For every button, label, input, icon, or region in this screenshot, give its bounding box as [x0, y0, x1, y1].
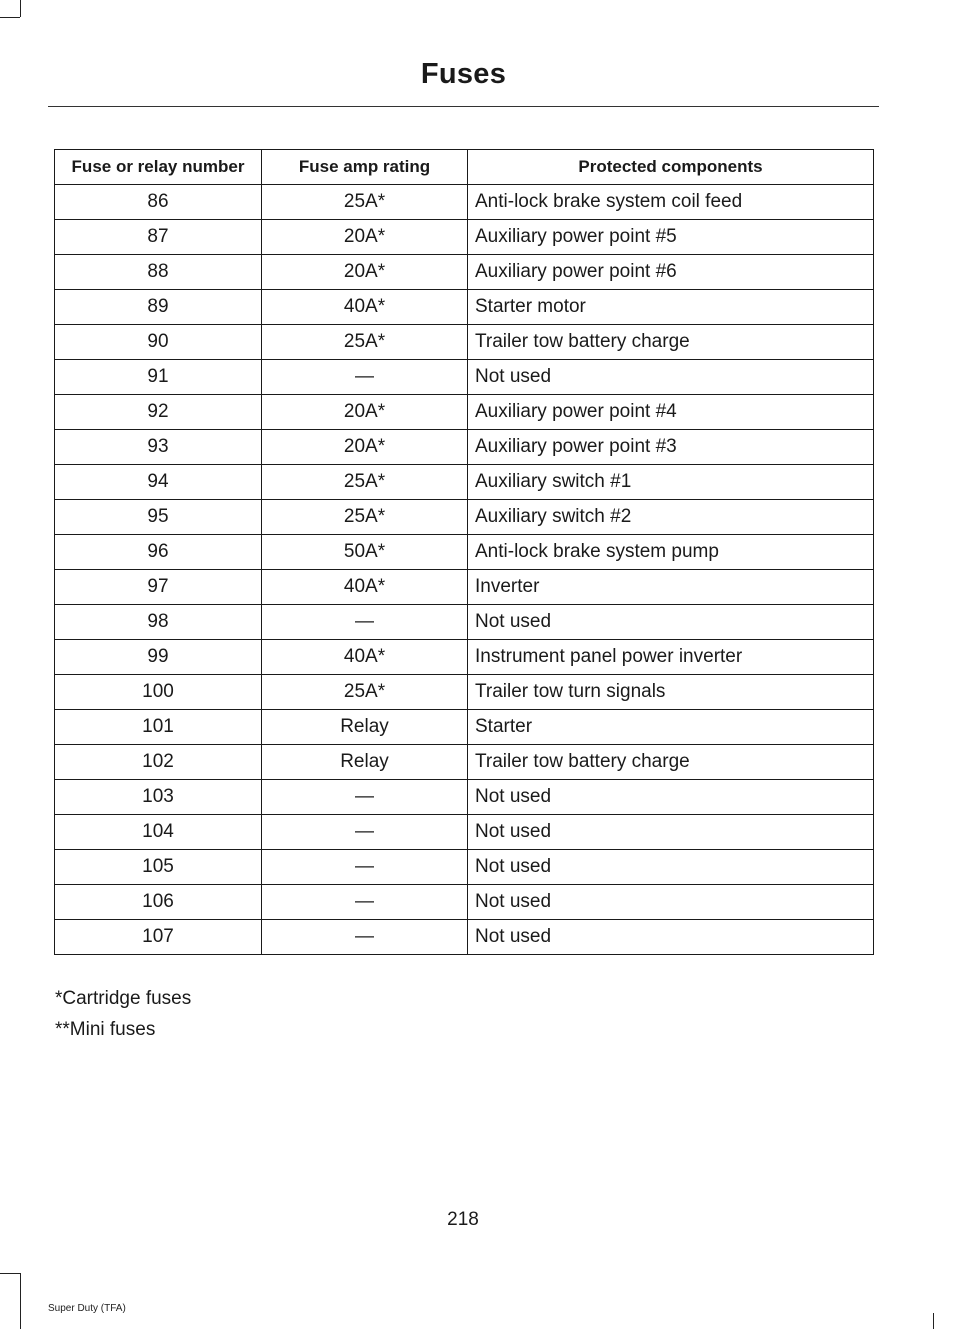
- fuse-number-cell: 99: [55, 640, 262, 675]
- amp-rating-cell: 20A*: [262, 255, 468, 290]
- fuse-number-cell: 97: [55, 570, 262, 605]
- table-row: [55, 570, 874, 605]
- fuse-number-cell: 98: [55, 605, 262, 640]
- fuse-number-cell: 86: [55, 185, 262, 220]
- amp-rating-cell: Relay: [262, 745, 468, 780]
- table-row: [55, 605, 874, 640]
- fuse-number-cell: 103: [55, 780, 262, 815]
- amp-rating-cell: 25A*: [262, 500, 468, 535]
- fuse-number-cell: 92: [55, 395, 262, 430]
- table-row: [55, 745, 874, 780]
- protected-component-cell: Trailer tow battery charge: [468, 325, 874, 360]
- fuse-number-cell: 93: [55, 430, 262, 465]
- table-header-row: [55, 150, 874, 185]
- amp-rating-cell: 50A*: [262, 535, 468, 570]
- amp-rating-cell: Relay: [262, 710, 468, 745]
- fuse-number-cell: 91: [55, 360, 262, 395]
- fuse-number-cell: 105: [55, 850, 262, 885]
- fuse-number-cell: 100: [55, 675, 262, 710]
- amp-rating-cell: —: [262, 605, 468, 640]
- column-header-protected-components: Protected components: [468, 150, 874, 185]
- document-label: Super Duty (TFA): [48, 1303, 126, 1314]
- protected-component-cell: Not used: [468, 815, 874, 850]
- fuse-number-cell: 107: [55, 920, 262, 955]
- table-row: [55, 885, 874, 920]
- crop-mark-bottom-right-vertical: [933, 1313, 934, 1329]
- table-row: [55, 815, 874, 850]
- crop-mark-bottom-left-horizontal: [0, 1273, 20, 1274]
- amp-rating-cell: 25A*: [262, 325, 468, 360]
- protected-component-cell: Not used: [468, 850, 874, 885]
- amp-rating-cell: 40A*: [262, 570, 468, 605]
- fuse-number-cell: 94: [55, 465, 262, 500]
- fuse-number-cell: 96: [55, 535, 262, 570]
- protected-component-cell: Not used: [468, 780, 874, 815]
- table-row: [55, 535, 874, 570]
- amp-rating-cell: 40A*: [262, 290, 468, 325]
- table-row: [55, 325, 874, 360]
- table-row: [55, 850, 874, 885]
- protected-component-cell: Auxiliary power point #3: [468, 430, 874, 465]
- page-title: Fuses: [420, 58, 507, 90]
- title-divider: [48, 106, 879, 107]
- crop-mark-bottom-left-vertical: [20, 1273, 21, 1329]
- table-row: [55, 465, 874, 500]
- protected-component-cell: Trailer tow turn signals: [468, 675, 874, 710]
- fuse-number-cell: 102: [55, 745, 262, 780]
- amp-rating-cell: 20A*: [262, 430, 468, 465]
- amp-rating-cell: 25A*: [262, 185, 468, 220]
- protected-component-cell: Not used: [468, 885, 874, 920]
- amp-rating-cell: —: [262, 885, 468, 920]
- protected-component-cell: Starter motor: [468, 290, 874, 325]
- footnote-mini-fuses: **Mini fuses: [55, 1019, 156, 1040]
- table-row: [55, 360, 874, 395]
- table-row: [55, 255, 874, 290]
- fuse-number-cell: 88: [55, 255, 262, 290]
- fuse-table-body: [55, 185, 874, 955]
- amp-rating-cell: —: [262, 850, 468, 885]
- table-row: [55, 920, 874, 955]
- protected-component-cell: Starter: [468, 710, 874, 745]
- table-row: [55, 640, 874, 675]
- fuse-number-cell: 106: [55, 885, 262, 920]
- amp-rating-cell: —: [262, 815, 468, 850]
- table-row: [55, 710, 874, 745]
- fuse-number-cell: 87: [55, 220, 262, 255]
- protected-component-cell: Auxiliary switch #1: [468, 465, 874, 500]
- table-row: [55, 185, 874, 220]
- column-header-amp-rating: Fuse amp rating: [262, 150, 468, 185]
- crop-mark-top-left-vertical: [20, 0, 21, 17]
- protected-component-cell: Auxiliary switch #2: [468, 500, 874, 535]
- amp-rating-cell: —: [262, 360, 468, 395]
- protected-component-cell: Inverter: [468, 570, 874, 605]
- footnote-cartridge-fuses: *Cartridge fuses: [55, 988, 192, 1009]
- amp-rating-cell: 40A*: [262, 640, 468, 675]
- table-row: [55, 395, 874, 430]
- fuse-number-cell: 90: [55, 325, 262, 360]
- column-header-fuse-number: Fuse or relay number: [55, 150, 262, 185]
- amp-rating-cell: —: [262, 920, 468, 955]
- protected-component-cell: Instrument panel power inverter: [468, 640, 874, 675]
- protected-component-cell: Anti-lock brake system pump: [468, 535, 874, 570]
- table-row: [55, 675, 874, 710]
- protected-component-cell: Auxiliary power point #6: [468, 255, 874, 290]
- table-row: [55, 430, 874, 465]
- protected-component-cell: Auxiliary power point #5: [468, 220, 874, 255]
- protected-component-cell: Anti-lock brake system coil feed: [468, 185, 874, 220]
- fuse-number-cell: 89: [55, 290, 262, 325]
- amp-rating-cell: 25A*: [262, 465, 468, 500]
- table-row: [55, 290, 874, 325]
- amp-rating-cell: 25A*: [262, 675, 468, 710]
- protected-component-cell: Not used: [468, 605, 874, 640]
- amp-rating-cell: 20A*: [262, 220, 468, 255]
- table-row: [55, 780, 874, 815]
- protected-component-cell: Not used: [468, 920, 874, 955]
- table-row: [55, 500, 874, 535]
- amp-rating-cell: —: [262, 780, 468, 815]
- table-row: [55, 220, 874, 255]
- crop-mark-top-left-horizontal: [0, 17, 20, 18]
- page-number: 218: [447, 1209, 479, 1230]
- fuse-number-cell: 101: [55, 710, 262, 745]
- fuse-table: [54, 149, 874, 955]
- protected-component-cell: Not used: [468, 360, 874, 395]
- fuse-number-cell: 95: [55, 500, 262, 535]
- amp-rating-cell: 20A*: [262, 395, 468, 430]
- protected-component-cell: Trailer tow battery charge: [468, 745, 874, 780]
- fuse-number-cell: 104: [55, 815, 262, 850]
- protected-component-cell: Auxiliary power point #4: [468, 395, 874, 430]
